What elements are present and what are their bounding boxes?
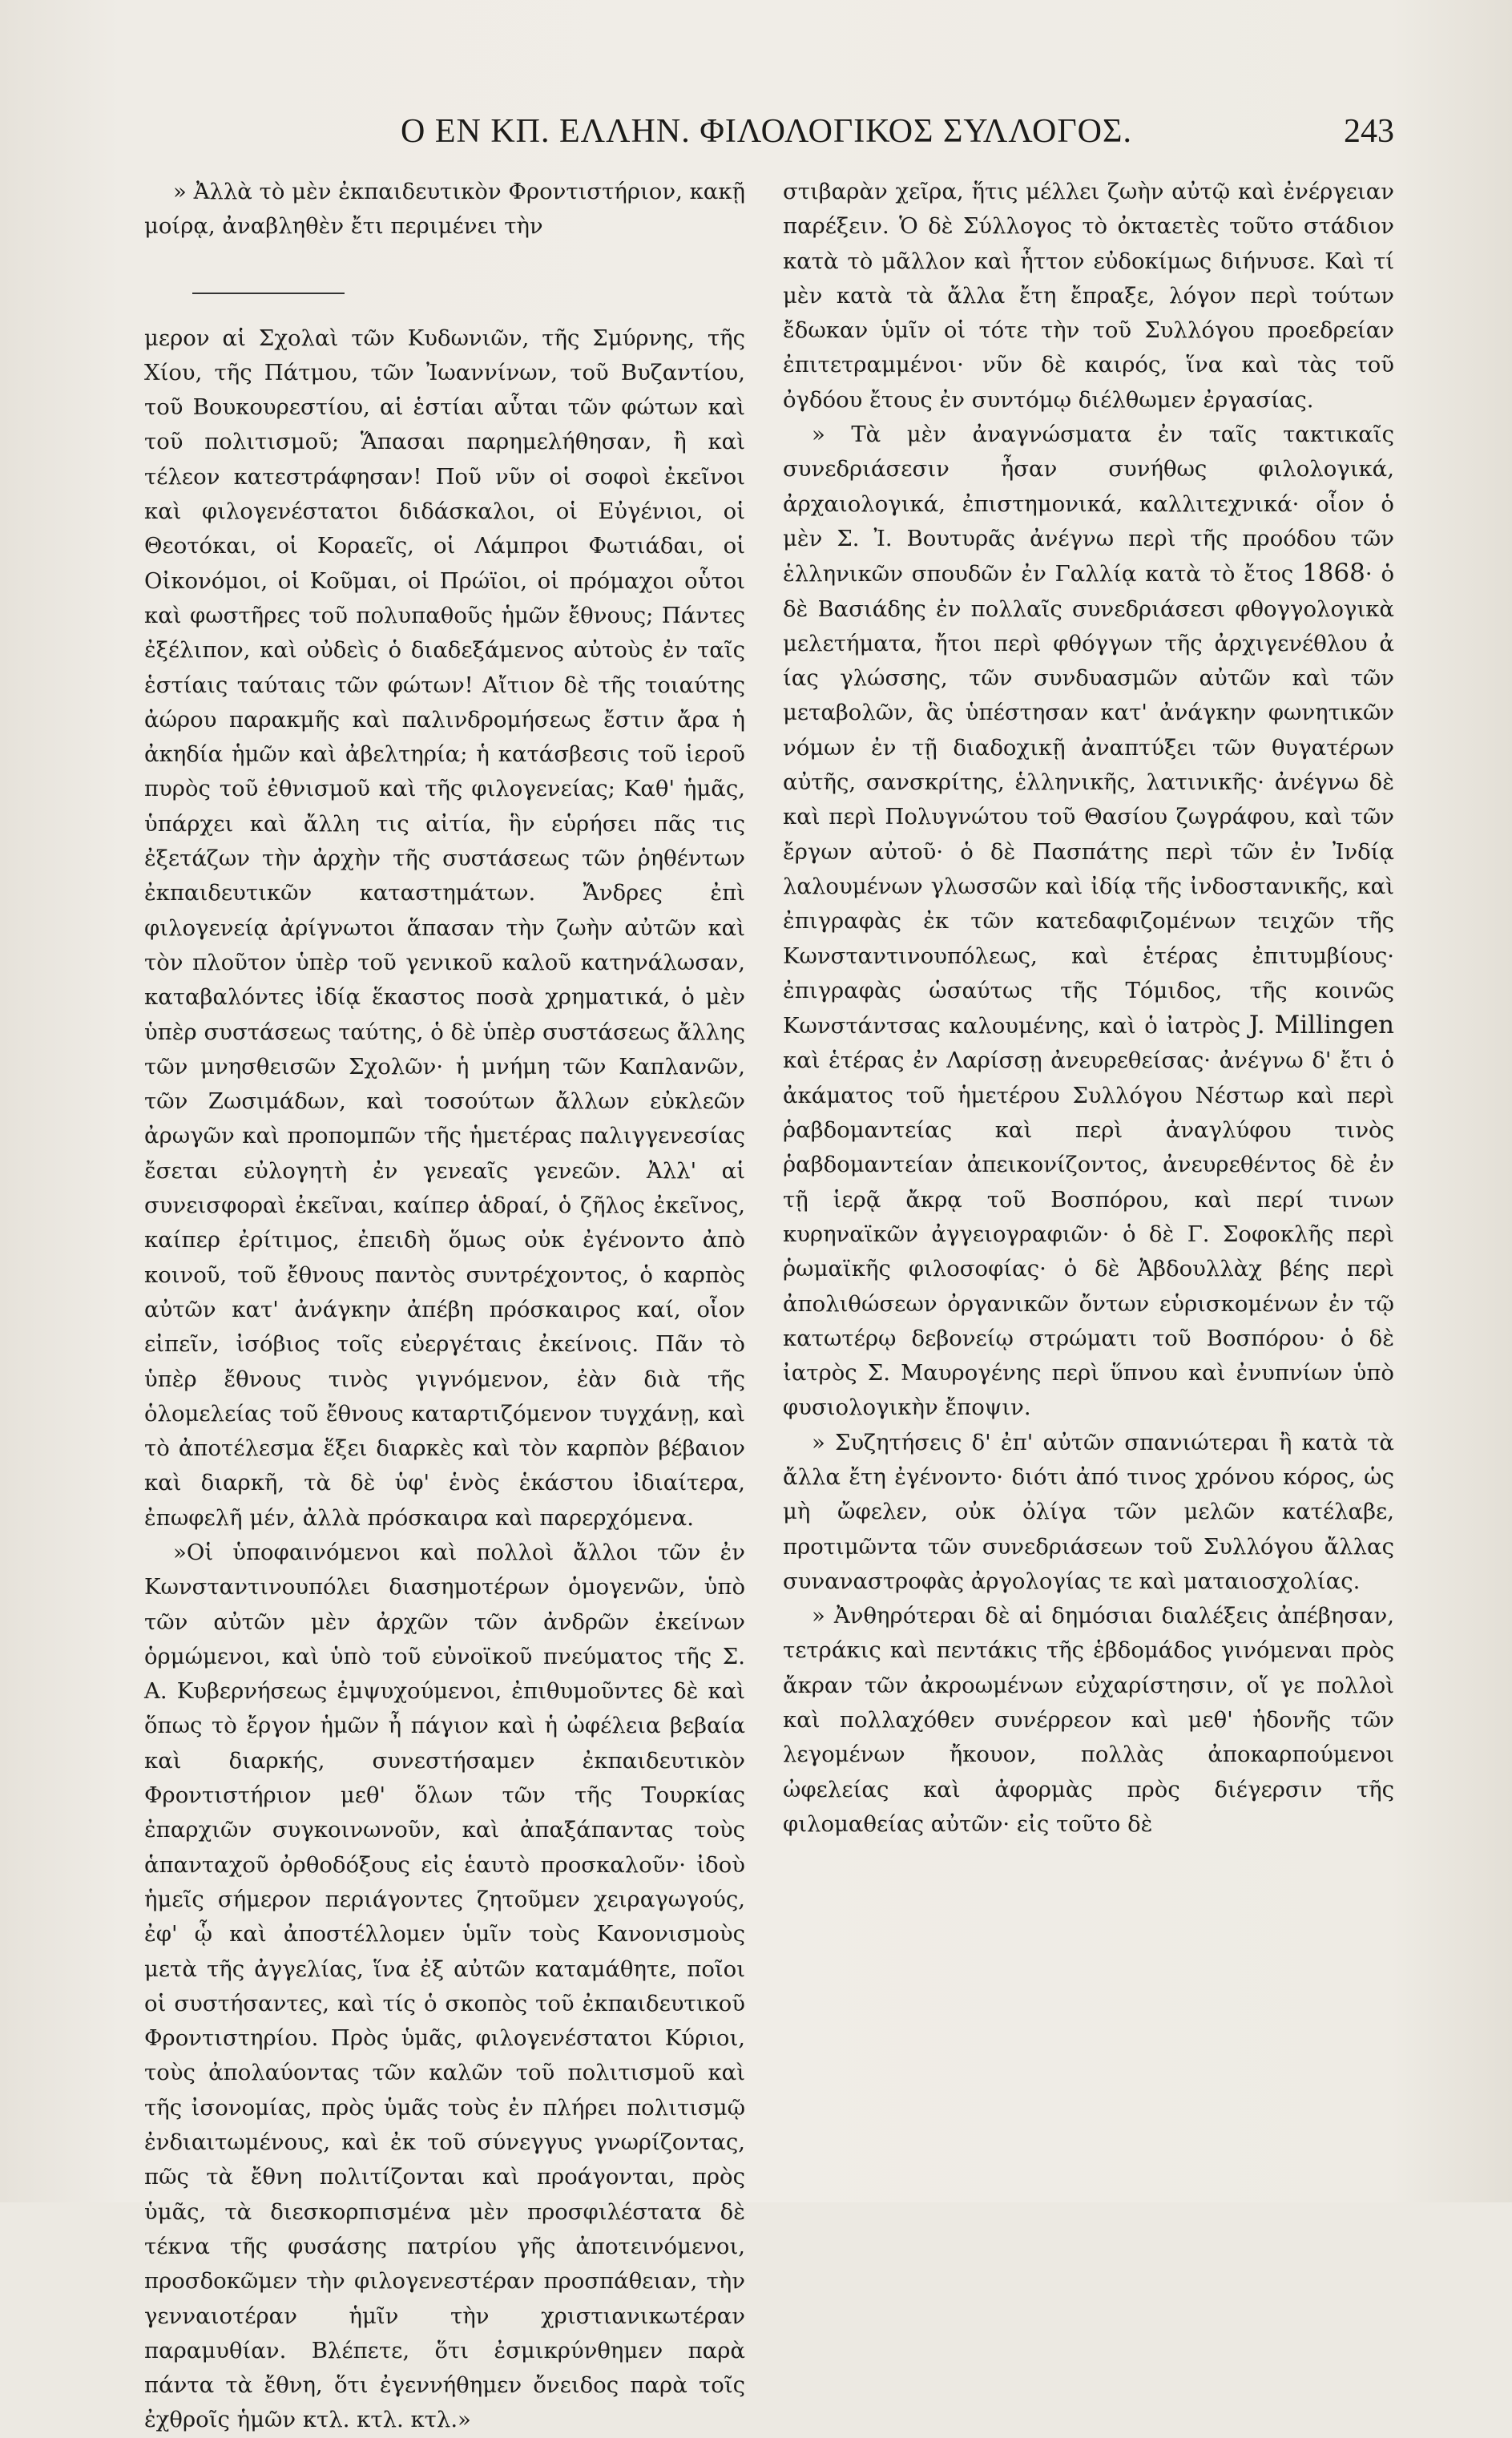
readings-text-end: καὶ ἑτέρας ἐν Λαρίσσῃ ἀνευρεθείσας· ἀνέγνω δ' ἔτι ὁ ἀκάματος τοῦ ἡμετέρου Συλλόγου Νέστωρ καὶ περὶ ῥαβδομαντείας καὶ περὶ ἀναγλύφου τινὸς ῥαβδομαντείαν ἀπεικονίζοντος, ἀνευρεθέντος δὲ ἐν τῇ ἱερᾷ ἄκρᾳ τοῦ Βοσπόρου, καὶ περί τινων κυρηναϊκῶν ἀγγειογραφιῶν· ὁ δὲ Γ. Σοφοκλῆς περὶ ῥωμαϊκῆς φιλοσοφίας· ὁ δὲ Ἀβδουλλὰχ βέης περὶ ἀπολιθώσεων ὀργανικῶν ὄντων εὑρισκομένων ἐν τῷ κατωτέρῳ δεβονείῳ στρώματι τοῦ Βοσπόρου· ὁ δὲ ἰατρὸς Σ. Μαυρογένης περὶ ὕπνου καὶ ἐνυπνίων ὑπὸ φυσιολογικὴν ἔποψιν.: [783, 1047, 1394, 1421]
left-paragraph-opening: » Ἀλλὰ τὸ μὲν ἐκπαιδευτικὸν Φροντιστήριον, κακῇ μοίρᾳ, ἀναβληθὲν ἔτι περιμένει τὴν: [144, 179, 745, 240]
page-header: [144, 112, 1394, 160]
right-paragraph-society: στιβαρὰν χεῖρα, ἥτις μέλλει ζωὴν αὐτῷ καὶ ἐνέργειαν παρέξειν. Ὁ δὲ Σύλλογος τὸ ὀκταετὲς τοῦτο στάδιον κατὰ τὸ μᾶλλον καὶ ἧττον εὐδοκίμως διήνυσε. Καὶ τί μὲν κατὰ τὰ ἄλλα ἔτη ἔπραξε, λόγον περὶ τούτων ἔδωκαν ὑμῖν οἱ τότε τὴν τοῦ Συλλόγου προεδρείαν ἐπιτετραμμένοι· νῦν δὲ καιρός, ἵνα καὶ τὰς τοῦ ὀγδόου ἔτους ἐν συντόμῳ διέλθωμεν ἐργασίας.: [783, 179, 1394, 413]
readings-text-middle: · ὁ δὲ Βασιάδης ἐν πολλαῖς συνεδριάσεσι φθογγολογικὰ μελετήματα, ἤτοι περὶ φθόγγων τῆς ἀρχιγενέθλου ἀ ίας γλώσσης, τῶν συνδυασμῶν αὐτῶν καὶ τῶν μεταβολῶν, ἃς ὑπέστησαν κατ' ἀνάγκην φωνητικῶν νόμων ἐν τῇ διαδοχικῇ ἀναπτύξει τῶν θυγατέρων αὐτῆς, σανσκρίτης, ἑλληνικῆς, λατινικῆς· ἀνέγνω δὲ καὶ περὶ Πολυγνώτου τοῦ Θασίου ζωγράφου, καὶ τῶν ἔργων αὐτοῦ· ὁ δὲ Πασπάτης περὶ τῶν ἐν Ἰνδίᾳ λαλουμένων γλωσσῶν καὶ ἰδίᾳ τῆς ἰνδοστανικῆς, καὶ ἐπιγραφὰς ἐκ τῶν κατεδαφιζομένων τειχῶν τῆς Κωνσταντινουπόλεως, καὶ ἑτέρας ἐπιτυμβίους· ἐπιγραφὰς ὡσαύτως τῆς Τόμιδος, τῆς κοινῶς Κωνστάντσας καλουμένης, καὶ ὁ ἰατρὸς: [783, 561, 1394, 1039]
right-paragraph-lectures: » Ἀνθηρότεραι δὲ αἱ δημόσιαι διαλέξεις ἀπέβησαν, τετράκις καὶ πεντάκις τῆς ἑβδομάδος γινόμεναι πρὸς ἄκραν τῶν ἀκροωμένων εὐχαρίστησιν, οἵ γε πολλοὶ καὶ πολλαχόθεν συνέρρεον καὶ μεθ' ἡδονῆς τῶν λεγομένων ἤκουον, πολλὰς ἀποκαρπούμενοι ὠφελείας καὶ ἀφορμὰς πρὸς διέγερσιν τῆς φιλομαθείας αὐτῶν· εἰς τοῦτο δὲ: [783, 1603, 1394, 1837]
left-paragraph-appeal: »Οἱ ὑποφαινόμενοι καὶ πολλοὶ ἄλλοι τῶν ἐν Κωνσταντινουπόλει διασημοτέρων ὁμογενῶν, ὑπὸ τῶν αὐτῶν μὲν ἀρχῶν τῶν ἀνδρῶν ἐκείνων ὁρμώμενοι, καὶ ὑπὸ τοῦ εὐνοϊκοῦ πνεύματος τῆς Σ. Α. Κυβερνήσεως ἐμψυχούμενοι, ἐπιθυμοῦντες δὲ καὶ ὅπως τὸ ἔργον ἡμῶν ἦ πάγιον καὶ ἡ ὠφέλεια βεβαία καὶ διαρκής, συνεστήσαμεν ἐκπαιδευτικὸν Φροντιστήριον μεθ' ὅλων τῶν τῆς Τουρκίας ἐπαρχιῶν συγκοινωνοῦν, καὶ ἀπαξάπαντας τοὺς ἁπανταχοῦ ὀρθοδόξους εἰς ἑαυτὸ προσκαλοῦν· ἰδοὺ ἡμεῖς σήμερον περιάγοντες ζητοῦμεν χειραγωγούς, ἐφ' ᾧ καὶ ἀποστέλλομεν ὑμῖν τοὺς Κανονισμοὺς μετὰ τῆς ἀγγελίας, ἵνα ἐξ αὐτῶν καταμάθητε, ποῖοι οἱ συστήσαντες, καὶ τίς ὁ σκοπὸς τοῦ ἐκπαιδευτικοῦ Φροντιστηρίου. Πρὸς ὑμᾶς, φιλογενέστατοι Κύριοι, τοὺς ἀπολαύοντας τῶν καλῶν τοῦ πολιτισμοῦ καὶ τῆς ἰσονομίας, πρὸς ὑμᾶς τοὺς ἐν πλήρει πολιτισμῷ ἐνδιαιτωμένους, καὶ ἐκ τοῦ σύνεγγυς γνωρίζοντας, πῶς τὰ ἔθνη πολιτίζονται καὶ προάγονται, πρὸς ὑμᾶς, τὰ διεσκορπισμένα μὲν προσφιλέστατα δὲ τέκνα τῆς φυσάσης πατρίου γῆς ἀποτεινόμενοι, προσδοκῶμεν τὴν φιλογενεστέραν προσπάθειαν, τὴν γενναιοτέραν ἡμῖν τὴν χριστιανικωτέραν παραμυθίαν. Βλέπετε, ὅτι ἐσμικρύνθημεν παρὰ πάντα τὰ ἔθνη, ὅτι ἐγεννήθημεν ὄνειδος παρὰ τοῖς ἐχθροῖς ἡμῶν κτλ. κτλ. κτλ.»: [144, 1539, 745, 2433]
readings-text-start: » Τὰ μὲν ἀναγνώσματα ἐν ταῖς τακτικαῖς συνεδριάσεσιν ἦσαν συνήθως φιλολογικά, ἀρχαιολογικά, ἐπιστημονικά, καλλιτεχνικά· οἷον ὁ μὲν Σ. Ἰ. Βουτυρᾶς ἀνέγνω περὶ τῆς προόδου τῶν ἑλληνικῶν σπουδῶν ἐν Γαλλίᾳ κατὰ τὸ ἔτος: [783, 422, 1394, 587]
page-number: 243: [1344, 113, 1394, 150]
right-paragraph-discussions: » Συζητήσεις δ' ἐπ' αὐτῶν σπανιώτεραι ἢ κατὰ τὰ ἄλλα ἔτη ἐγένοντο· διότι ἀπό τινος χρόνου κόρος, ὡς μὴ ὤφελεν, οὐκ ὀλίγα τῶν μελῶν κατέλαβε, προτιμῶντα τῶν συνεδριάσεων τοῦ Συλλόγου ἄλλας συναναστροφὰς ἀργολογίας τε καὶ ματαιοσχολίας.: [783, 1429, 1394, 1594]
left-column: [144, 175, 745, 2438]
footnote-rule: [192, 293, 345, 294]
year-1868: 1868: [1301, 559, 1365, 588]
left-paragraph-schools: μερον αἱ Σχολαὶ τῶν Κυδωνιῶν, τῆς Σμύρνης, τῆς Χίου, τῆς Πάτμου, τῶν Ἰωαννίνων, τοῦ Βυζαντίου, τοῦ Βουκουρεστίου, αἱ ἑστίαι αὗται τῶν φώτων καὶ τοῦ πολιτισμοῦ; Ἅπασαι παρημελήθησαν, ἢ καὶ τέλεον κατεστράφησαν! Ποῦ νῦν οἱ σοφοὶ ἐκεῖνοι καὶ φιλογενέστατοι διδάσκαλοι, οἱ Εὐγένιοι, οἱ Θεοτόκαι, οἱ Κοραεῖς, οἱ Λάμπροι Φωτιάδαι, οἱ Οἰκονόμοι, οἱ Κοῦμαι, οἱ Πρώϊοι, οἱ πρόμαχοι οὗτοι καὶ φωστῆρες τοῦ πολυπαθοῦς ἡμῶν ἔθνους; Πάντες ἐξέλιπον, καὶ οὐδεὶς ὁ διαδεξάμενος αὐτοὺς ἐν ταῖς ἑστίαις ταύταις τῶν φώτων! Αἴτιον δὲ τῆς τοιαύτης ἀώρου παρακμῆς καὶ παλινδρομήσεως ἔστιν ἄρα ἡ ἀκηδία ἡμῶν καὶ ἀβελτηρία; ἡ κατάσβεσις τοῦ ἱεροῦ πυρὸς τοῦ ἐθνισμοῦ καὶ τῆς φιλογενείας; Καθ' ἡμᾶς, ὑπάρχει καὶ ἄλλη τις αἰτία, ἣν εὑρήσει πᾶς τις ἐξετάζων τὴν ἀρχὴν τῆς συστάσεως τῶν ῥηθέντων ἐκπαιδευτικῶν καταστημάτων. Ἄνδρες ἐπὶ φιλογενείᾳ ἀρίγνωτοι ἅπασαν τὴν ζωὴν αὐτῶν καὶ τὸν πλοῦτον ὑπὲρ τοῦ γενικοῦ καλοῦ κατηνάλωσαν, καταβαλόντες ἰδίᾳ ἕκαστος ποσὰ χρηματικά, ὁ μὲν ὑπὲρ συστάσεως ταύτης, ὁ δὲ ὑπὲρ συστάσεως ἄλλης τῶν μνησθεισῶν Σχολῶν· ἡ μνήμη τῶν Καπλανῶν, τῶν Ζωσιμάδων, καὶ τοσούτων ἄλλων εὐκλεῶν ἀρωγῶν καὶ προπομπῶν τῆς ἡμετέρας παλιγγενεσίας ἔσεται εὐλογητὴ ἐν γενεαῖς γενεῶν. Ἀλλ' αἱ συνεισφοραὶ ἐκεῖναι, καίπερ ἁδραί, ὁ ζῆλος ἐκεῖνος, καίπερ ἐρίτιμος, ἐπειδὴ ὅμως οὐκ ἐγένοντο ἀπὸ κοινοῦ, τοῦ ἔθνους παντὸς συντρέχοντος, ὁ καρπὸς αὐτῶν κατ' ἀνάγκην ἀπέβη πρόσκαιρος καί, οἷον εἰπεῖν, ἰσόβιος τοῖς εὐεργέταις ἐκείνοις. Πᾶν τὸ ὑπὲρ ἔθνους τινὸς γιγνόμενον, ἐὰν διὰ τῆς ὁλομελείας τοῦ ἔθνους καταρτιζόμενον τυγχάνῃ, καὶ τὸ ἀποτέλεσμα ἕξει διαρκὲς καὶ τὸν καρπὸν βέβαιον καὶ διαρκῆ, τὰ δὲ ὑφ' ἑνὸς ἑκάστου ἰδιαίτερα, ἐπωφελῆ μέν, ἀλλὰ πρόσκαιρα καὶ παρερχόμενα.: [144, 325, 745, 1531]
name-millingen: J. Millingen: [1248, 1011, 1395, 1040]
right-paragraph-readings: [783, 418, 1394, 1426]
running-head: Ο ΕΝ ΚΠ. ΕΛΛΗΝ. ΦΙΛΟΛΟΓΙΚΟΣ ΣΥΛΛΟΓΟΣ.: [401, 113, 1132, 150]
right-column: [783, 175, 1394, 1842]
